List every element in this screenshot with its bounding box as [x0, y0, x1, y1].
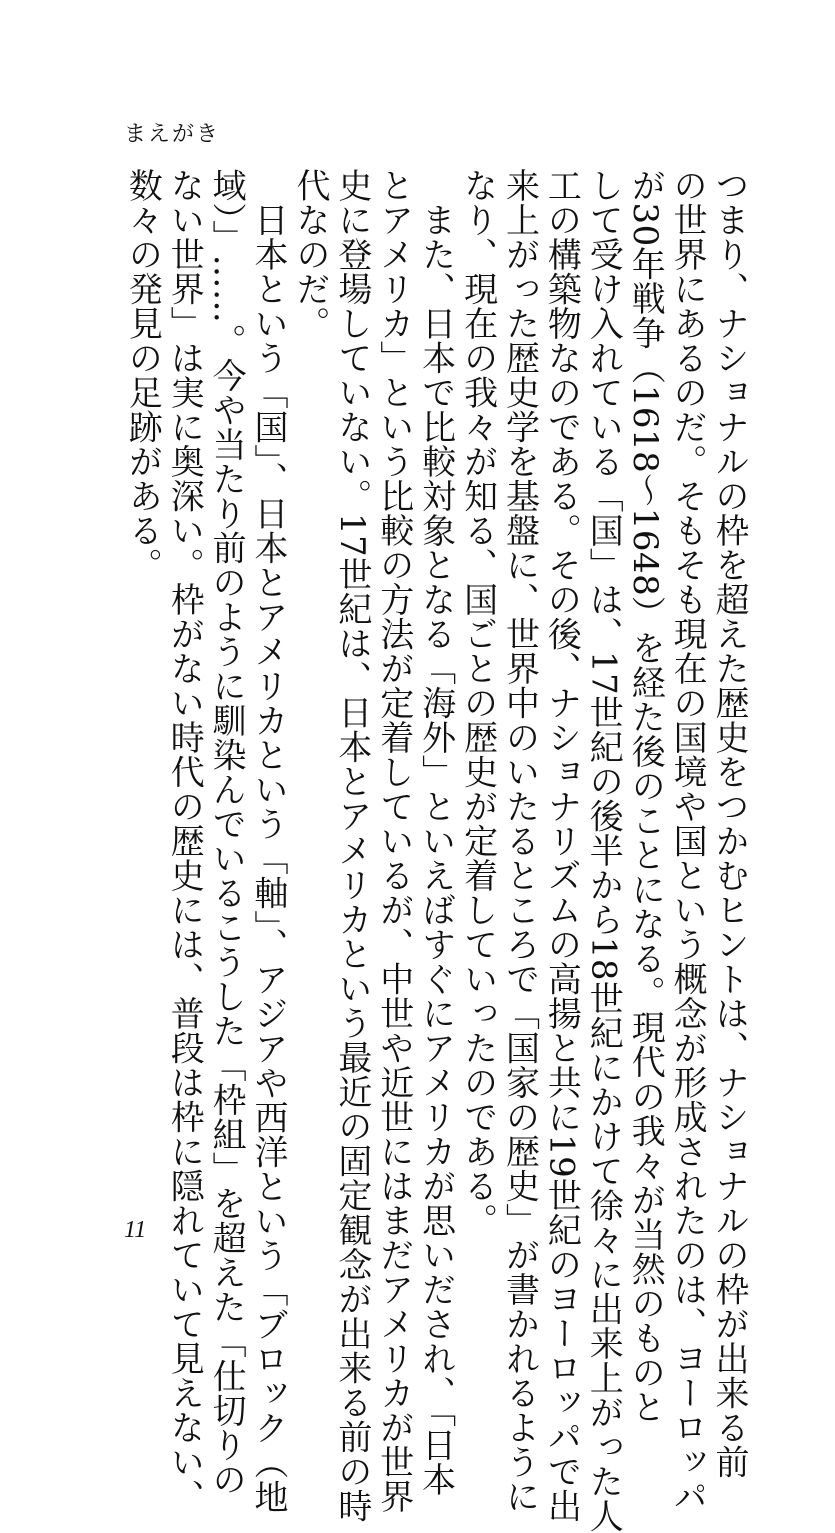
text-column: なり、現在の我々が知る、国ごとの歴史が定着していったのである。 — [457, 168, 498, 1238]
text-column: 日本という「国」、日本とアメリカという「軸」、アジアや西洋という「ブロック（地 — [248, 168, 289, 1514]
text-column: 史に登場していない。17世紀は、日本とアメリカという最近の固定観念が出来る前の時 — [331, 168, 372, 1524]
text-column: 代なのだ。 — [289, 168, 330, 341]
text-column: 工の構築物なのである。その後、ナショナリズムの高揚と共に19世紀のヨーロッパで出 — [541, 168, 582, 1524]
text-column: 域）」……。今や当たり前のように馴染んでいるこうした「枠組」を超えた「仕切りの — [206, 168, 247, 1497]
text-column: が30年戦争（1618〜1648）を経た後のことになる。現代の我々が当然のものと — [625, 168, 666, 1425]
text-column: の世界にあるのだ。そもそも現在の国境や国という概念が形成されたのは、ヨーロッパ — [667, 168, 708, 1514]
text-column: ない世界」は実に奥深い。枠がない時代の歴史には、普段は枠に隠れていて見えない、 — [164, 168, 205, 1514]
text-column: とアメリカ」という比較の方法が定着しているが、中世や近世にはまだアメリカが世界 — [373, 168, 414, 1514]
text-column: また、日本で比較対象となる「海外」といえばすぐにアメリカが思いだされ、「日本 — [415, 168, 456, 1497]
running-head: まえがき — [124, 122, 221, 147]
text-column: つまり、ナショナルの枠を超えた歴史をつかむヒントは、ナショナルの枠が出来る前 — [709, 168, 749, 1479]
text-column: して受け入れている「国」は、17世紀の後半から18世紀にかけて徐々に出来上がった人 — [583, 168, 624, 1533]
text-column: 数々の発見の足跡がある。 — [122, 168, 163, 582]
page-number: 11 — [124, 1217, 147, 1243]
text-column: 来上がった歴史学を基盤に、世界中のいたるところで「国家の歴史」が書かれるように — [499, 168, 540, 1514]
